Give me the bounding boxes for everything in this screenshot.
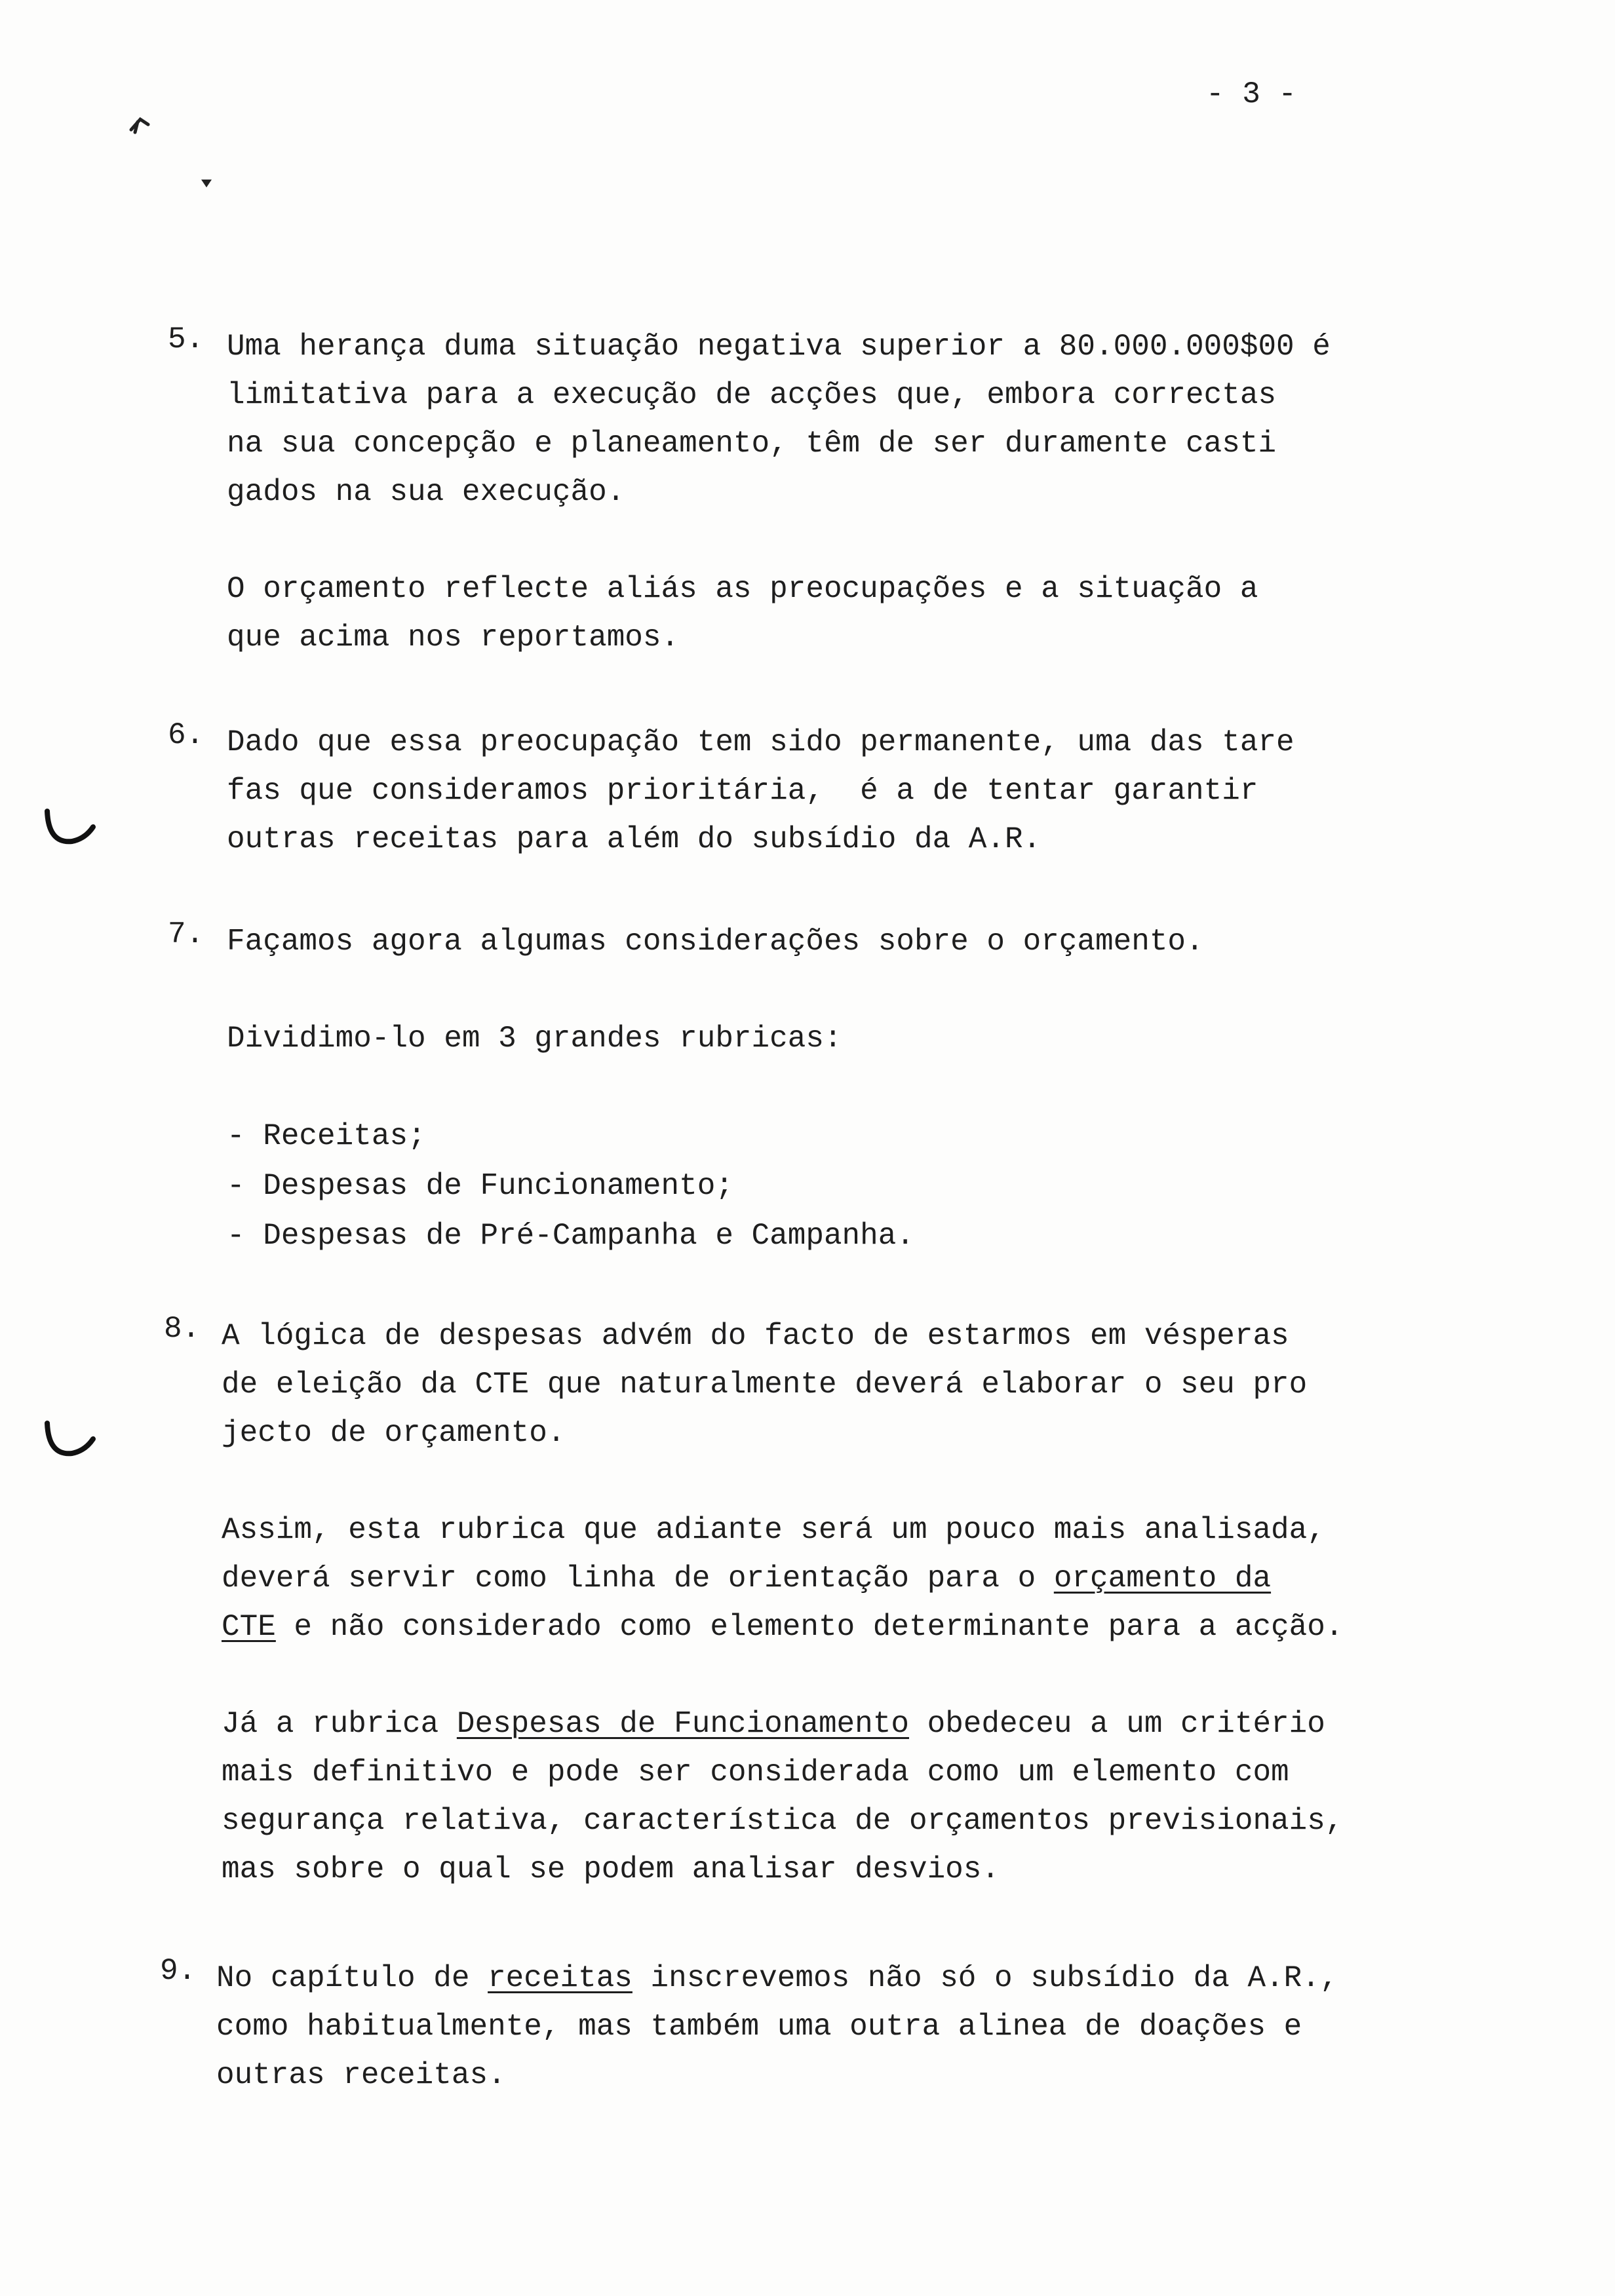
page-number: - 3 -: [1206, 77, 1297, 111]
paragraph-line: gados na sua execução.: [227, 475, 625, 509]
item-number: 8.: [164, 1312, 201, 1346]
item-number: 6.: [168, 718, 204, 752]
paragraph-line: outras receitas para além do subsídio da A.R.: [227, 822, 1041, 856]
paragraph-line: A lógica de despesas advém do facto de estarmos em vésperas: [222, 1319, 1289, 1353]
underlined-term: receitas: [488, 1961, 632, 1995]
underlined-term: orçamento da: [1053, 1561, 1272, 1596]
section-item-5: [168, 322, 1479, 662]
paragraph-line: que acima nos reportamos.: [227, 621, 680, 655]
paragraph-line: na sua concepção e planeamento, têm de ser duramente casti: [227, 427, 1277, 461]
underlined-term: Despesas de Funcionamento: [456, 1707, 909, 1741]
punch-hole-mark-icon: [42, 807, 97, 849]
paragraph-line: [222, 1700, 1475, 1748]
paragraph-line: [222, 1603, 1475, 1651]
paragraph-line: mas sobre o qual se podem analisar desvios.: [222, 1852, 1000, 1886]
paragraph-line: O orçamento reflecte aliás as preocupações e a situação a: [227, 572, 1258, 606]
paragraph-line: Uma herança duma situação negativa superior a 80.000.000$00 é: [227, 330, 1331, 364]
paragraph-line: outras receitas.: [216, 2058, 506, 2092]
paragraph-line: mais definitivo e pode ser considerada como um elemento com: [222, 1755, 1289, 1789]
paragraph-line: limitativa para a execução de acções que, embora correctas: [227, 378, 1277, 412]
section-item-9: [160, 1954, 1471, 2099]
paragraph-line: Façamos agora algumas considerações sobre o orçamento.: [227, 925, 1204, 959]
list-item: - Despesas de Funcionamento;: [227, 1169, 733, 1203]
punch-hole-mark-icon: [42, 1419, 97, 1461]
paragraph-line: Dividimo-lo em 3 grandes rubricas:: [227, 1022, 842, 1056]
item-number: 9.: [160, 1954, 197, 1988]
text-run: obedeceu a um critério: [908, 1707, 1325, 1741]
text-run: deverá servir como linha de orientação para o: [222, 1561, 1054, 1596]
paragraph-line: [216, 1954, 1471, 2002]
section-item-7: [168, 917, 1479, 1261]
paragraph-line: de eleição da CTE que naturalmente deverá elaborar o seu pro: [222, 1368, 1308, 1402]
paragraph-line: jecto de orçamento.: [222, 1416, 566, 1450]
underlined-term: CTE: [222, 1610, 276, 1644]
text-run: No capítulo de: [216, 1961, 488, 1995]
item-number: 5.: [168, 322, 204, 356]
text-run: e não considerado como elemento determinante para a acção.: [275, 1610, 1344, 1644]
paragraph-line: como habitualmente, mas também uma outra alinea de doações e: [216, 2010, 1302, 2044]
list-item: - Despesas de Pré-Campanha e Campanha.: [227, 1219, 914, 1253]
paragraph-line: Assim, esta rubrica que adiante será um pouco mais analisada,: [222, 1513, 1325, 1547]
text-run: inscrevemos não só o subsídio da A.R.,: [632, 1961, 1338, 1995]
list-item: - Receitas;: [227, 1119, 426, 1153]
paragraph-line: fas que consideramos prioritária, é a de tentar garantir: [227, 774, 1258, 808]
item-number: 7.: [168, 917, 204, 951]
text-run: Já a rubrica: [222, 1707, 457, 1741]
paragraph-line: segurança relativa, característica de orçamentos previsionais,: [222, 1804, 1344, 1838]
rubric-list: [227, 1111, 1479, 1261]
stray-mark-icon: [128, 115, 155, 135]
stray-dot-icon: [199, 176, 214, 190]
section-item-8: [164, 1312, 1475, 1894]
section-item-6: [168, 718, 1479, 864]
paragraph-line: Dado que essa preocupação tem sido permanente, uma das tare: [227, 725, 1294, 759]
paragraph-line: [222, 1554, 1475, 1603]
